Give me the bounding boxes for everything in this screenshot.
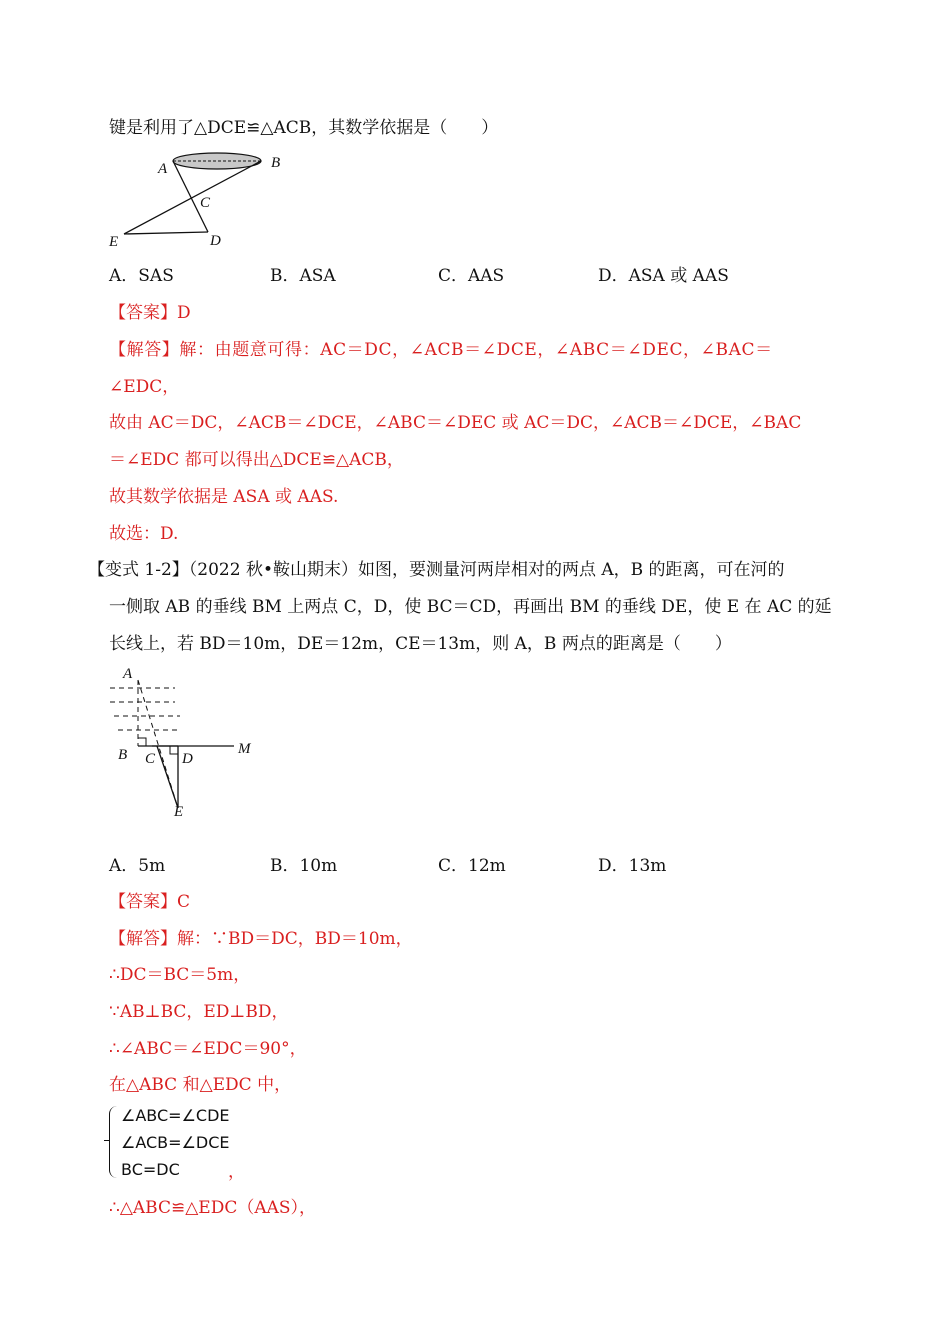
fig1-label-d: D — [210, 233, 221, 249]
q2-solution-line: ∵AB⊥BC，ED⊥BD， — [109, 1002, 289, 1022]
q1-figure — [100, 145, 300, 253]
q1-option-a: A．SAS — [109, 266, 174, 286]
fig2-label-a: A — [123, 666, 133, 682]
q2-option-d: D．13m — [598, 856, 667, 876]
fig2-label-b: B — [118, 747, 128, 763]
fig2-label-d: D — [182, 751, 193, 767]
q2-stem-line: 长线上，若 BD＝10m，DE＝12m，CE＝13m，则 A，B 两点的距离是（ ） — [109, 634, 732, 654]
q2-option-c: C．12m — [438, 856, 506, 876]
fig2-label-m: M — [238, 741, 251, 757]
q1-solution-line: 故由 AC＝DC，∠ACB＝∠DCE，∠ABC＝∠DEC 或 AC＝DC，∠ACB＝∠DCE，∠BAC — [109, 413, 802, 433]
q1-stem: 键是利用了△DCE≌△ACB，其数学依据是（ ） — [109, 118, 499, 138]
fig1-label-a: A — [158, 161, 168, 177]
q1-option-b: B．ASA — [270, 266, 336, 286]
system-tail: ， — [228, 1162, 245, 1182]
left-brace-icon — [109, 1106, 118, 1178]
q1-option-c: C．AAS — [438, 266, 505, 286]
q1-option-d: D．ASA 或 AAS — [598, 266, 729, 286]
system-row: BC=DC — [121, 1160, 180, 1179]
q1-solution-line: 故其数学依据是 ASA 或 AAS. — [109, 487, 339, 507]
fig2-label-e: E — [174, 804, 184, 820]
q2-solution-line: 【解答】解：∵BD＝DC，BD＝10m， — [109, 929, 413, 949]
q2-solution-line: ∴DC＝BC＝5m， — [109, 965, 251, 985]
q1-answer: 【答案】D — [109, 303, 191, 323]
system-row: ∠ABC=∠CDE — [121, 1106, 230, 1125]
equation-system — [109, 1102, 230, 1183]
q2-solution-line: ∴∠ABC＝∠EDC＝90°， — [109, 1039, 307, 1059]
fig1-label-b: B — [271, 155, 281, 171]
fig1-label-e: E — [109, 234, 119, 250]
fig1-label-c: C — [200, 195, 211, 211]
q2-stem-line: 一侧取 AB 的垂线 BM 上两点 C，D，使 BC＝CD，再画出 BM 的垂线 DE，使 E 在 AC 的延 — [109, 597, 832, 617]
q2-solution-line: 在△ABC 和△EDC 中， — [109, 1075, 292, 1095]
q1-solution-line: ＝∠EDC 都可以得出△DCE≌△ACB， — [109, 450, 404, 470]
q2-answer: 【答案】C — [109, 892, 191, 912]
system-row: ∠ACB=∠DCE — [121, 1133, 230, 1152]
q2-conclusion: ∴△ABC≌△EDC（AAS）， — [109, 1198, 317, 1218]
q1-solution-line: 【解答】解：由题意可得：AC＝DC，∠ACB＝∠DCE，∠ABC＝∠DEC，∠BAC＝ — [109, 340, 773, 360]
q2-option-a: A．5m — [109, 856, 166, 876]
q1-solution-line: ∠EDC， — [109, 377, 180, 397]
q2-stem-line: 【变式 1-2】（2022 秋•鞍山期末）如图，要测量河两岸相对的两点 A，B 的距离，可在河的 — [88, 560, 785, 580]
q2-option-b: B．10m — [270, 856, 338, 876]
q1-solution-line: 故选：D. — [109, 524, 179, 544]
q2-figure — [100, 662, 270, 822]
fig2-label-c: C — [145, 751, 156, 767]
